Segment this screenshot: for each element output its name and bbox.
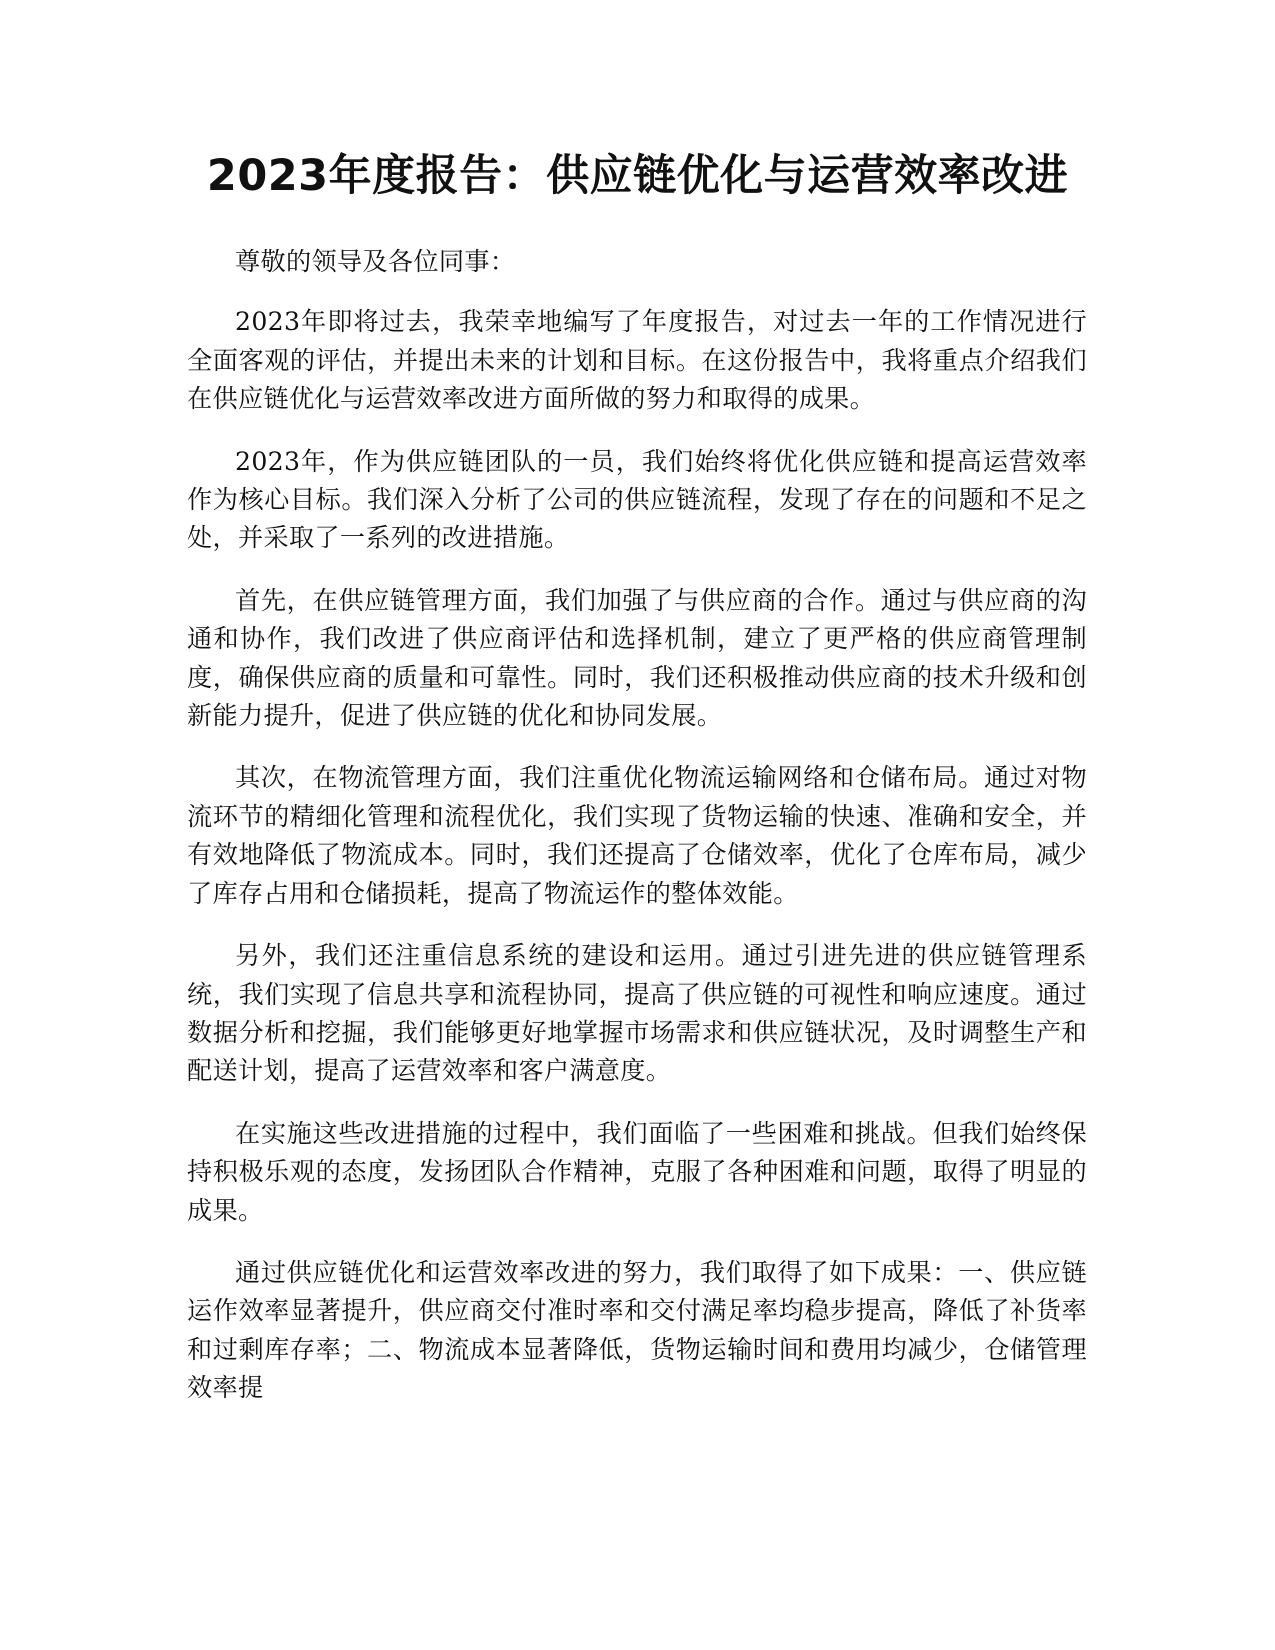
- paragraph-5: 另外，我们还注重信息系统的建设和运用。通过引进先进的供应链管理系统，我们实现了信息共享和流程协同，提高了供应链的可视性和响应速度。通过数据分析和挖掘，我们能够更好地掌握市场需求和供应链状况，及时调整生产和配送计划，提高了运营效率和客户满意度。: [187, 941, 1087, 1086]
- paragraph-6: 在实施这些改进措施的过程中，我们面临了一些困难和挑战。但我们始终保持积极乐观的态度，发扬团队合作精神，克服了各种困难和问题，取得了明显的成果。: [187, 1118, 1087, 1225]
- paragraph-7: 通过供应链优化和运营效率改进的努力，我们取得了如下成果：一、供应链运作效率显著提升，供应商交付准时率和交付满足率均稳步提高，降低了补货率和过剩库存率；二、物流成本显著降低，货物运输时间和费用均减少，仓储管理效率提: [187, 1257, 1087, 1403]
- paragraph-1: 2023年即将过去，我荣幸地编写了年度报告，对过去一年的工作情况进行全面客观的评估，并提出未来的计划和目标。在这份报告中，我将重点介绍我们在供应链优化与运营效率改进方面所做的努力和取得的成果。: [187, 307, 1087, 414]
- greeting: 尊敬的领导及各位同事：: [235, 247, 516, 276]
- document-title: 2023年度报告：供应链优化与运营效率改进: [206, 151, 1069, 201]
- document-body: [187, 243, 1087, 1432]
- paragraph-3: 首先，在供应链管理方面，我们加强了与供应商的合作。通过与供应商的沟通和协作，我们改进了供应商评估和选择机制，建立了更严格的供应商管理制度，确保供应商的质量和可靠性。同时，我们还积极推动供应商的技术升级和创新能力提升，促进了供应链的优化和协同发展。: [187, 585, 1087, 731]
- paragraph-2: 2023年，作为供应链团队的一员，我们始终将优化供应链和提高运营效率作为核心目标。我们深入分析了公司的供应链流程，发现了存在的问题和不足之处，并采取了一系列的改进措施。: [187, 446, 1087, 553]
- paragraph-4: 其次，在物流管理方面，我们注重优化物流运输网络和仓储布局。通过对物流环节的精细化管理和流程优化，我们实现了货物运输的快速、准确和安全，并有效地降低了物流成本。同时，我们还提高了仓储效率，优化了仓库布局，减少了库存占用和仓储损耗，提高了物流运作的整体效能。: [187, 763, 1087, 908]
